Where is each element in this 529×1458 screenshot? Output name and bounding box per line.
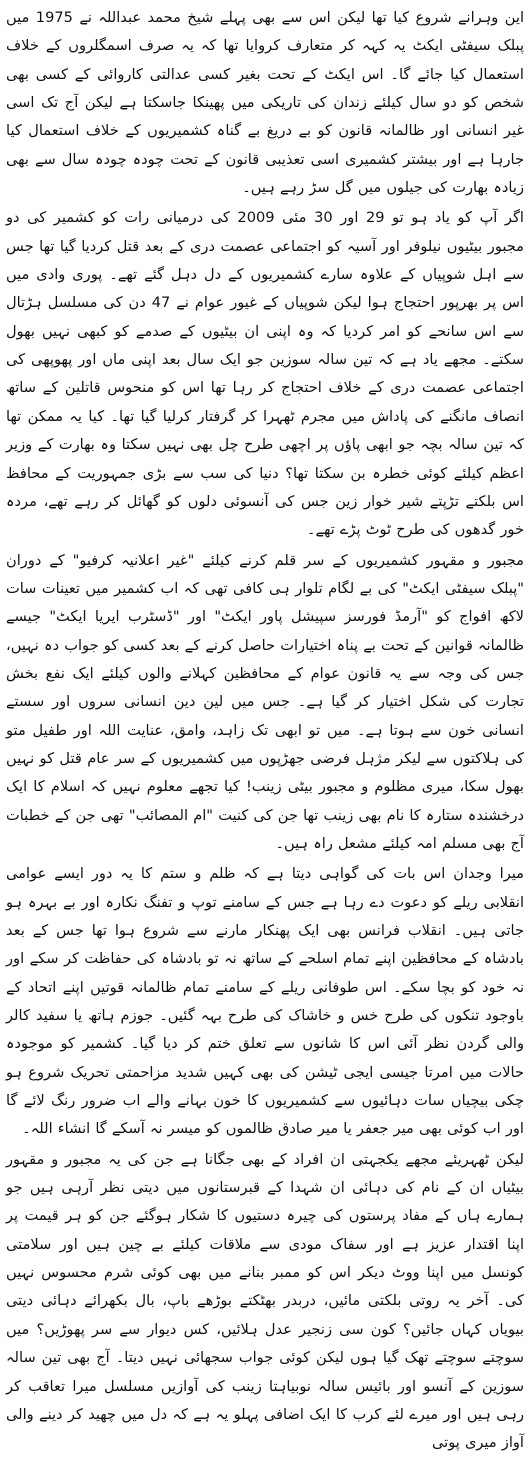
article-paragraph: میرا وجدان اس بات کی گواہی دیتا ہے کہ ظلم و ستم کا یہ دور ایسے عوامی انقلابی ریلے کو دعوت دے رہا ہے جس کے سامنے توپ و تفنگ نکارہ اور بے بہرہ ہو جاتی ہیں۔ انقلاب فرانس بھی ایک پھنکار مارنے سے شروع ہوا تھا جس کے بعد بادشاہ کے محافظین اپنے تمام اسلحے کے ساتھ نہ تو بادشاہ کی حفاظت کر سکے اور نہ خود کو بچا سکے۔ اس طوفانی ریلے کے سامنے تمام ظالمانہ قوتیں اپنے اتحاد کے باوجود تنکوں کی طرح خس و خاشاک کی طرح بہہ گئیں۔ جوزم ہاتھ یا سفید کالر والی گردن نظر آئی اس کا شانوں سے تعلق ختم کر دیا گیا۔ کشمیر کو موجودہ حالات میں امرتا جیسی ایجی ٹیشن کی بھی کہیں شدید مزاحمتی تحریک شروع ہو چکی بیچیاں سات دہائیوں سے کشمیریوں کا خون بہانے والے اب ضرور رنگ لائے گا اور اب کوئی بھی میر جعفر یا میر صادق ظالموں کو میسر نہ آسکے گا انشاء اللہ۔ [6, 865, 524, 1138]
article-paragraph: لیکن ٹھہریئے مجھے یکجہتی ان افراد کے بھی جگانا ہے جن کی یہ مجبور و مقہور بیٹیاں ان کے نام کی دہائی ان شہدا کے قبرستانوں میں دیتی نظر آرہی ہیں جو ہمارے ہاں کے مفاد پرستوں کی چیرہ دستیوں کا شکار ہوگئے جن کو ہر قیمت پر اپنا اقتدار عزیز ہے اور سفاک مودی سے ملاقات کیلئے بے چین ہیں اور سلامتی کونسل میں اپنا ووٹ دیکر اس کو ممبر بنانے میں بھی کوئی شرم محسوس نہیں کی۔ آخر یہ روتی بلکتی مائیں، دربدر بھٹکتے بوڑھے باپ، بال بکھرائے دہائی دیتی بیویاں کہاں جائیں؟ کون سی زنجیر عدل ہلائیں، کس دیوار سے سر پھوڑیں؟ میں سوچتے سوچتے تھک گیا ہوں لیکن کوئی جواب سجھائی نہیں دیتا۔ آج بھی تین سالہ سوزین کے آنسو اور بائیس سالہ نوبیاہتا زینب کی آوازیں مسلسل میرا تعاقب کر رہی ہیں اور میرے لئے کرب کا ایک اضافی پہلو یہ ہے کہ دل میں چھید کر دینے والی آواز میری پوتی [6, 1150, 524, 1452]
article-paragraph: این وہرانے شروع کیا تھا لیکن اس سے بھی پہلے شیخ محمد عبداللہ نے 1975 میں پبلک سیفٹی ایکٹ یہ کہہ کر متعارف کروایا تھا کہ یہ صرف اسمگلروں کے خلاف استعمال کیا جائے گا۔ اس ایکٹ کے تحت بغیر کسی عدالتی کاروائی کے کسی بھی شخص کو دو سال کیلئے زندان کی تاریکی میں پھینکا جاسکتا ہے لیکن آج تک اسی غیر انسانی اور ظالمانہ قانون کو بے دریغ بے گناہ کشمیریوں کے خلاف استعمال کیا جارہا ہے اور بیشتر کشمیری اسی تعذیبی قانون کے تحت چودہ چودہ سال سے بھی زیادہ بھارت کی جیلوں میں گل سڑ رہے ہیں۔ [6, 9, 524, 197]
article-paragraph: مجبور و مقہور کشمیریوں کے سر قلم کرنے کیلئے "غیر اعلانیہ کرفیو" کے دوران "پبلک سیفٹی ایکٹ" کی بے لگام تلوار ہی کافی تھی کہ اب کشمیر میں تعینات سات لاکھ افواج کو "آرمڈ فورسز سپیشل پاور ایکٹ" اور "ڈسٹرب ایریا ایکٹ" جیسے ظالمانہ قوانین کے تحت بے پناہ اختیارات حاصل کرنے کے بعد کسی کو جواب دہ نہیں، جس کی وجہ سے یہ قانون عوام کے محافظین کہلانے والوں کیلئے ایک نفع بخش تجارت کی شکل اختیار کر گیا ہے۔ جس میں لین دین انسانی سروں اور سستے انسانی خون سے ہوتا ہے۔ میں تو ابھی تک زاہد، وامق، عنایت اللہ اور طفیل متو کی ہلاکتوں سے لیکر مژہل فرضی جھڑپوں میں کشمیریوں کے سر عام قتل کو نہیں بھول سکا، میری مظلوم و مجبور بیٹی زینب! کیا تجھے معلوم نہیں کہ اسلام کا ایک درخشندہ ستارہ کا نام بھی زینب تھا جن کی کنیت "ام المصائب" تھی جن کے خطبات آج بھی مسلم امہ کیلئے مشعل راہ ہیں۔ [6, 551, 524, 852]
article-paragraph: اگر آپ کو یاد ہو تو 29 اور 30 مئی 2009 کی درمیانی رات کو کشمیر کی دو مجبور بیٹیوں نیلوفر اور آسیہ کو اجتماعی عصمت دری کے بعد قتل کردیا گیا تھا جس سے اہل شوپیاں کے علاوہ سارے کشمیریوں کے دل دہل گئے تھے۔ پوری وادی میں اس پر بھرپور احتجاج ہوا لیکن شوپیاں کے غیور عوام نے 47 دن کی مسلسل ہڑتال سے اس سانحے کو امر کردیا کہ وہ اپنی ان بیٹیوں کے صدمے کو کبھی نہیں بھول سکتے۔ مجھے یاد ہے کہ تین سالہ سوزین جو ایک سال بعد اپنی ماں اور پھوپھی کی اجتماعی عصمت دری کے خلاف احتجاج کر رہا تھا اس کو منحوس قاتلین کے ساتھ انصاف مانگنے کی پاداش میں مجرم ٹھہرا کر گرفتار کرلیا گیا تھا۔ کیا یہ ممکن تھا کہ تین سالہ بچہ جو ابھی پاؤں پر اچھی طرح چل بھی نہیں سکتا وہ بھارت کے وزیر اعظم کیلئے کوئی خطرہ بن سکتا تھا؟ دنیا کی سب سے بڑی جمہوریت کے محافظ اس بلکتے تڑپتے شیر خوار زین جس کی آنسوئی دلوں کو گھائل کر رہے تھے، مردہ خور گدھوں کی طرح ٹوٹ پڑے تھے۔ [6, 209, 524, 539]
